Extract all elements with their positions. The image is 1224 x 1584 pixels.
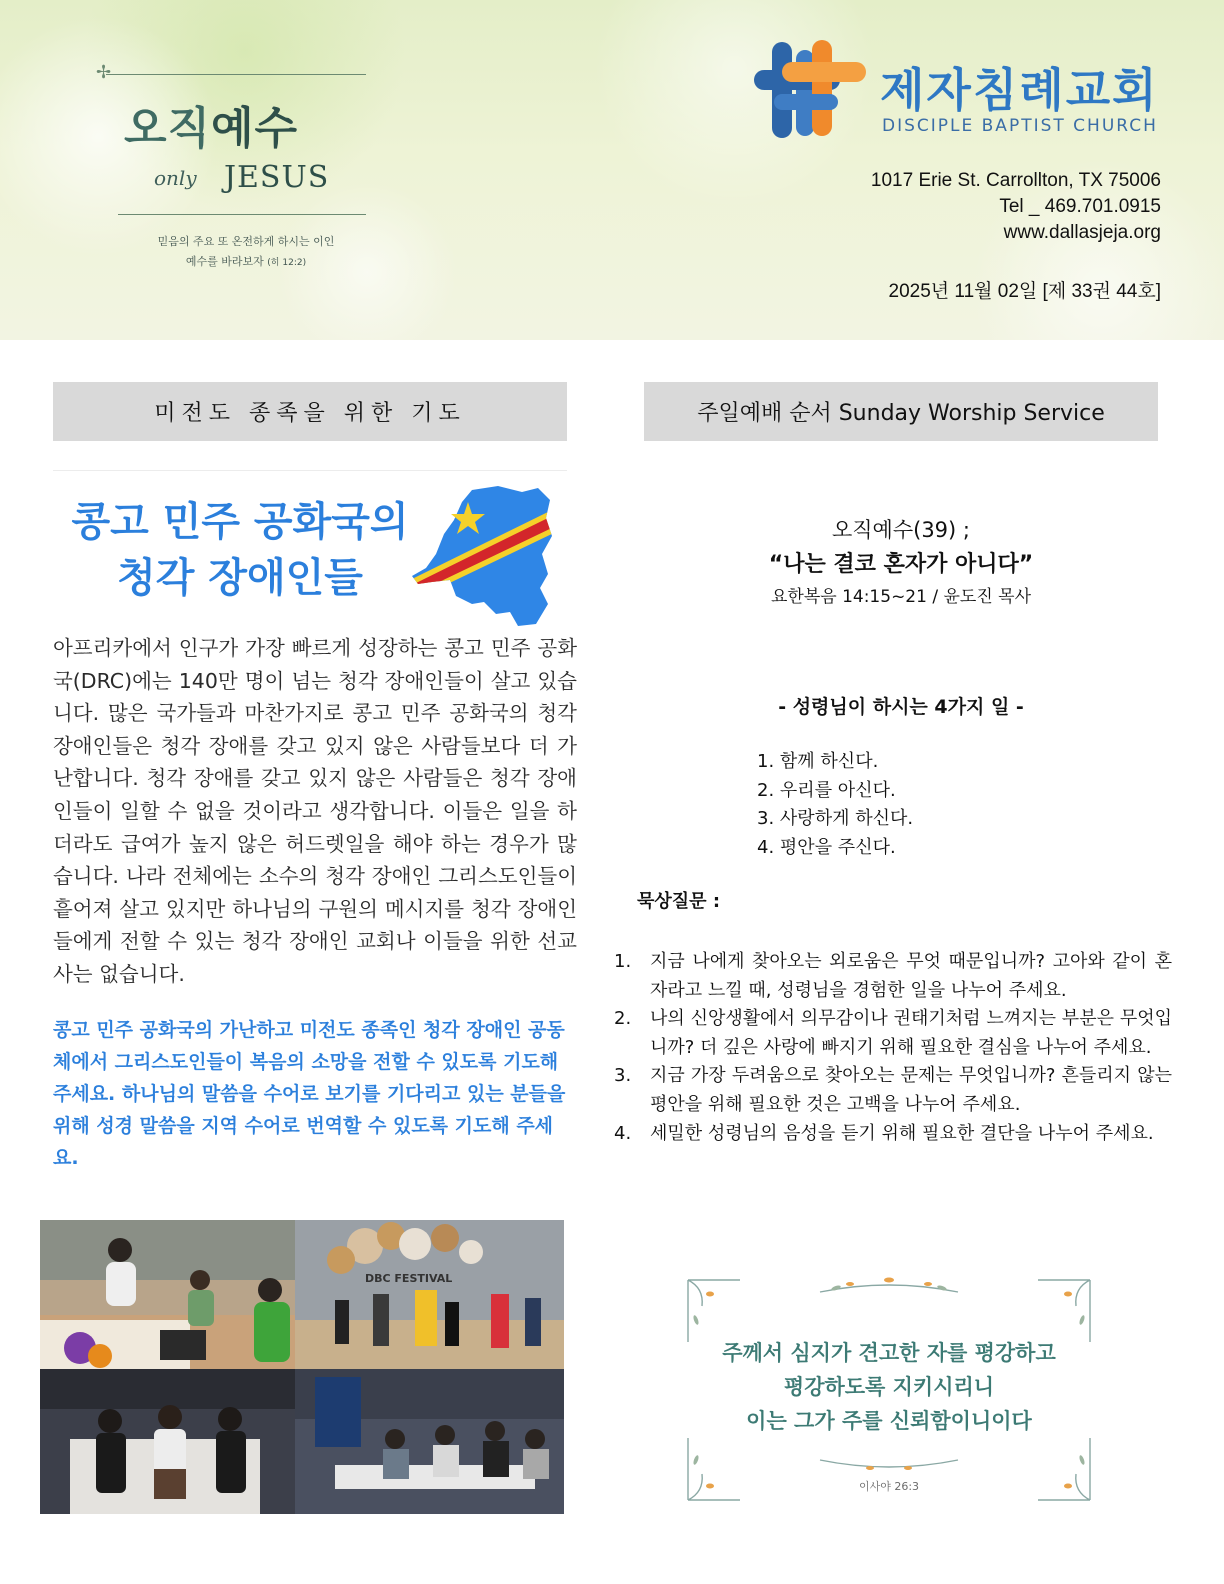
scripture-line2: 평강하도록 지키시리니 — [783, 1375, 995, 1399]
list-item — [612, 948, 1172, 1005]
list-item-num: 4. — [757, 836, 775, 858]
list-item-text: 평안을 주신다. — [779, 836, 896, 858]
motto-only: only — [154, 166, 197, 190]
list-item-text: 세밀한 성령님의 음성을 듣기 위해 필요한 결단을 나누어 주세요. — [650, 1122, 1154, 1144]
scripture-line1: 주께서 심지가 견고한 자를 평강하고 — [722, 1341, 1056, 1365]
motto-title-part1: 오직 — [124, 103, 212, 154]
list-item-text: 지금 나에게 찾아오는 외로움은 무엇 때문입니까? 고아와 같이 혼자라고 느낄 때, 성령님을 경험한 일을 나누어 주세요. — [650, 951, 1172, 1001]
drc-map-icon — [410, 484, 560, 630]
photo-banner: DBC FESTIVAL — [365, 1272, 453, 1285]
event-photo — [40, 1369, 295, 1514]
scripture-reference: 이사야 26:3 — [858, 1480, 920, 1493]
list-item — [757, 805, 913, 834]
event-photo — [295, 1369, 564, 1514]
feature-title-line1: 콩고 민주 공화국의 — [71, 499, 409, 545]
divider — [106, 74, 366, 75]
event-photo — [40, 1220, 295, 1369]
sermon-reference: 요한복음 14:15~21 / 윤도진 목사 — [770, 587, 1031, 607]
section-header-prayer: 미전도 종족을 위한 기도 — [53, 382, 567, 441]
motto-block — [96, 62, 368, 272]
list-item-text: 지금 가장 두려움으로 찾아오는 문제는 무엇입니까? 흔들리지 않는 평안을 위해 필요한 것은 고백을 나누어 주세요. — [650, 1065, 1172, 1115]
list-item-text: 나의 신앙생활에서 의무감이나 권태기처럼 느껴지는 부분은 무엇입니까? 더 깊은 사랑에 빠지기 위해 필요한 결심을 나누어 주세요. — [650, 1008, 1172, 1058]
list-item — [612, 1120, 1172, 1149]
church-logo — [752, 36, 1172, 146]
list-item-text: 사랑하게 하신다. — [779, 808, 914, 829]
issue-date: 2025년 11월 02일 [제 33권 44호] — [888, 281, 1161, 302]
list-item-text: 우리를 아신다. — [779, 779, 896, 801]
motto-verse-ref: (히 12:2) — [267, 258, 307, 268]
list-item-num: 3. — [614, 1065, 632, 1087]
scripture-card — [680, 1272, 1098, 1508]
motto-verse — [126, 232, 366, 273]
spirit-heading: - 성령님이 하시는 4가지 일 - — [778, 696, 1024, 718]
list-item — [757, 777, 913, 806]
event-photo — [295, 1220, 564, 1369]
church-name-en: DISCIPLE BAPTIST CHURCH — [882, 116, 1158, 136]
list-item-num: 3. — [757, 808, 775, 829]
motto-verse-line2: 예수를 바라보자 — [185, 255, 264, 268]
list-item — [612, 1005, 1172, 1062]
divider — [53, 470, 567, 471]
list-item-text: 함께 하신다. — [779, 751, 879, 772]
address: 1017 Erie St. Carrollton, TX 75006 — [870, 170, 1161, 191]
church-cross-logo-icon — [752, 36, 872, 146]
sermon-series: 오직예수(39) ; — [831, 518, 970, 542]
list-item-num: 4. — [614, 1122, 632, 1144]
motto-verse-line1: 믿음의 주요 또 온전하게 하시는 이인 — [157, 235, 335, 248]
list-item — [757, 748, 913, 777]
meditation-questions — [612, 948, 1172, 1148]
feature-body: 아프리카에서 인구가 가장 빠르게 성장하는 콩고 민주 공화국(DRC)에는 140만 명이 넘는 청각 장애인들이 살고 있습니다. 많은 국가들과 마찬가지로 콩고 민주 공화국의 청각 장애인들은 청각 장애를 갖고 있지 않은 사람들보다 더 가난합니다. 청각 장애를 갖고 있지 않은 사람들은 청각 장애인들이 일할 수 없을 것이라고 생각합니다. 이들은 일을 하더라도 급여가 높지 않은 허드렛일을 해야 하는 경우가 많습니다. 나라 전체에는 소수의 청각 장애인 그리스도인들이 흩어져 살고 있지만 하나님의 구원의 메시지를 청각 장애인들에게 전할 수 있는 청각 장애인 교회나 이들을 위한 선교사는 없습니다. — [53, 636, 577, 986]
section-header-worship: 주일예배 순서 Sunday Worship Service — [644, 382, 1158, 441]
meditation-title: 묵상질문 : — [637, 891, 721, 912]
contact-info — [871, 168, 1161, 246]
list-item-num: 2. — [757, 779, 775, 801]
list-item — [757, 834, 913, 863]
scripture-line3: 이는 그가 주를 신뢰함이니이다 — [746, 1409, 1032, 1433]
list-item-num: 1. — [757, 751, 775, 772]
photo-collage — [40, 1220, 564, 1514]
motto-jesus: JESUS — [224, 160, 330, 195]
website-link[interactable]: www.dallasjeja.org — [1003, 222, 1161, 243]
motto-title — [124, 92, 298, 156]
feature-title — [50, 494, 430, 606]
divider — [118, 214, 366, 215]
sermon-info — [644, 514, 1158, 610]
sparkle-icon: ✢ — [96, 62, 112, 83]
spirit-list — [757, 748, 913, 862]
phone: Tel _ 469.701.0915 — [999, 196, 1161, 217]
prayer-request: 콩고 민주 공화국의 가난하고 미전도 종족인 청각 장애인 공동체에서 그리스도인들이 복음의 소망을 전할 수 있도록 기도해 주세요. 하나님의 말씀을 수어로 보기를 기다리고 있는 분들을 위해 성경 말씀을 지역 수어로 번역할 수 있도록 기도해 주세요. — [53, 1019, 566, 1169]
list-item — [612, 1062, 1172, 1119]
feature-title-line2: 청각 장애인들 — [117, 555, 363, 601]
sermon-title: “나는 결코 혼자가 아니다” — [768, 552, 1034, 577]
bulletin-header — [0, 0, 1224, 340]
list-item-num: 2. — [614, 1008, 632, 1030]
scripture-text — [680, 1336, 1098, 1438]
list-item-num: 1. — [614, 951, 632, 972]
motto-title-part2: 예수 — [211, 103, 299, 154]
church-name-ko: 제자침례교회 — [880, 63, 1159, 117]
